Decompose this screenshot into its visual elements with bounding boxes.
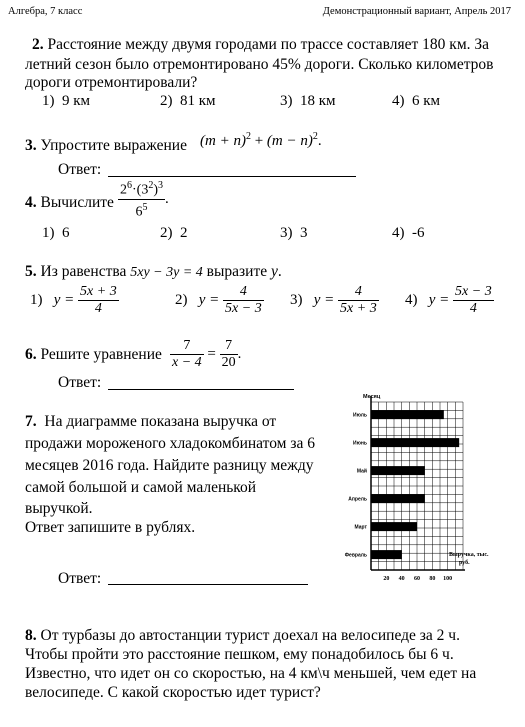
revenue-bar-chart [326, 392, 506, 587]
option-4[interactable]: 4) 6 км [392, 93, 441, 109]
answer-label: Ответ: [58, 161, 102, 178]
option-3[interactable]: 3) 18 км [280, 93, 336, 109]
option-2[interactable]: 2) 81 км [160, 93, 216, 109]
option-1[interactable]: 1) 9 км [42, 93, 91, 109]
question-number: 3. [25, 137, 37, 154]
question-number: 2. [32, 36, 44, 53]
x-tick-label: 60 [414, 576, 420, 582]
answer-label: Ответ: [58, 570, 102, 587]
question-text-line: летний сезон было отремонтировано 45% дороги. Сколько километров [25, 56, 494, 73]
option-2[interactable]: 2) y = $\frac{4}{5x - 3}$ [175, 284, 262, 316]
category-label: Февраль [344, 552, 367, 559]
header-subject: Алгебра, 7 класс [8, 6, 83, 17]
question-text-line: месяцев 2016 года. Найдите разницу между [25, 457, 314, 474]
fraction: $\frac{2^6\cdot(3^2)^3}{6^5}$ . [120, 180, 169, 220]
header-variant: Демонстрационный вариант, Апрель 2017 [322, 6, 511, 17]
answer-input[interactable] [108, 176, 356, 177]
question-text: Упростите выражение [40, 137, 187, 154]
question-text-line: Чтобы пройти это расстояние пешком, ему понадобилось бы 6 ч. [25, 646, 454, 663]
question-text-line: Известно, что идет он со скоростью, на 4 км\ч меньшей, чем едет на [25, 665, 477, 682]
question-number: 7. [25, 413, 37, 430]
x-tick-label: 80 [429, 576, 436, 582]
option-1[interactable]: 1) y = $\frac{5x + 3}{4}$ [30, 284, 117, 316]
question-text-line: самой большой и самой маленькой [25, 479, 257, 496]
bar [371, 438, 459, 447]
category-label: Июль [353, 412, 367, 419]
question-text-line: На диаграмме показана выручка от [44, 413, 277, 430]
question-text-line: велосипеде. С какой скоростью идет турист? [25, 684, 321, 701]
x-axis-label: руб. [459, 560, 470, 566]
question-text-line: Расстояние между двумя городами по трассе составляет 180 км. За [47, 36, 490, 53]
equation: 5xy − 3y = 4 [130, 265, 203, 280]
question-text-line: продажи мороженого хладокомбинатом за 6 [25, 435, 315, 452]
category-label: Май [356, 468, 367, 475]
bar [371, 522, 417, 531]
option-3[interactable]: 3) 3 [280, 225, 308, 241]
option-3[interactable]: 3) y = $\frac{4}{5x + 3}$ [290, 284, 377, 316]
bar [371, 494, 425, 503]
equation: $\frac{7}{x - 4}$ = $\frac{7}{20}$ . [172, 338, 242, 370]
question-text-line: дороги отремонтировали? [25, 74, 198, 91]
category-label: Апрель [348, 496, 367, 503]
option-2[interactable]: 2) 2 [160, 225, 188, 241]
question-number: 6. [25, 346, 37, 363]
option-4[interactable]: 4) y = $\frac{5x - 3}{4}$ [405, 284, 492, 316]
question-text: Решите уравнение [40, 346, 162, 363]
question-number: 8. [25, 627, 37, 644]
option-1[interactable]: 1) 6 [42, 225, 70, 241]
answer-input[interactable] [108, 584, 308, 585]
question-text: Из равенства [40, 263, 127, 280]
question-number: 4. [25, 194, 37, 211]
bar [371, 410, 444, 419]
answer-label: Ответ: [58, 374, 102, 391]
x-tick-label: 40 [398, 576, 405, 582]
option-4[interactable]: 4) -6 [392, 225, 425, 241]
chart-title: Месяц [363, 394, 381, 400]
category-label: Июнь [353, 440, 367, 447]
question-number: 5. [25, 263, 37, 280]
question-text: Вычислите [40, 194, 114, 211]
x-tick-label: 100 [443, 576, 453, 582]
expression: $(m + n)^2 + (m - n)^2$. [200, 131, 322, 149]
bar [371, 466, 425, 475]
question-text-line: выручкой. [25, 500, 93, 517]
question-text-line: Ответ запишите в рублях. [25, 519, 196, 536]
x-axis-label: Выручка, тыс. [449, 552, 489, 558]
question-text-line: От турбазы до автостанции турист доехал на велосипеде за 2 ч. [40, 627, 460, 644]
answer-input[interactable] [108, 389, 294, 390]
bar [371, 550, 402, 559]
category-label: Март [354, 524, 367, 531]
x-tick-label: 20 [383, 576, 390, 582]
